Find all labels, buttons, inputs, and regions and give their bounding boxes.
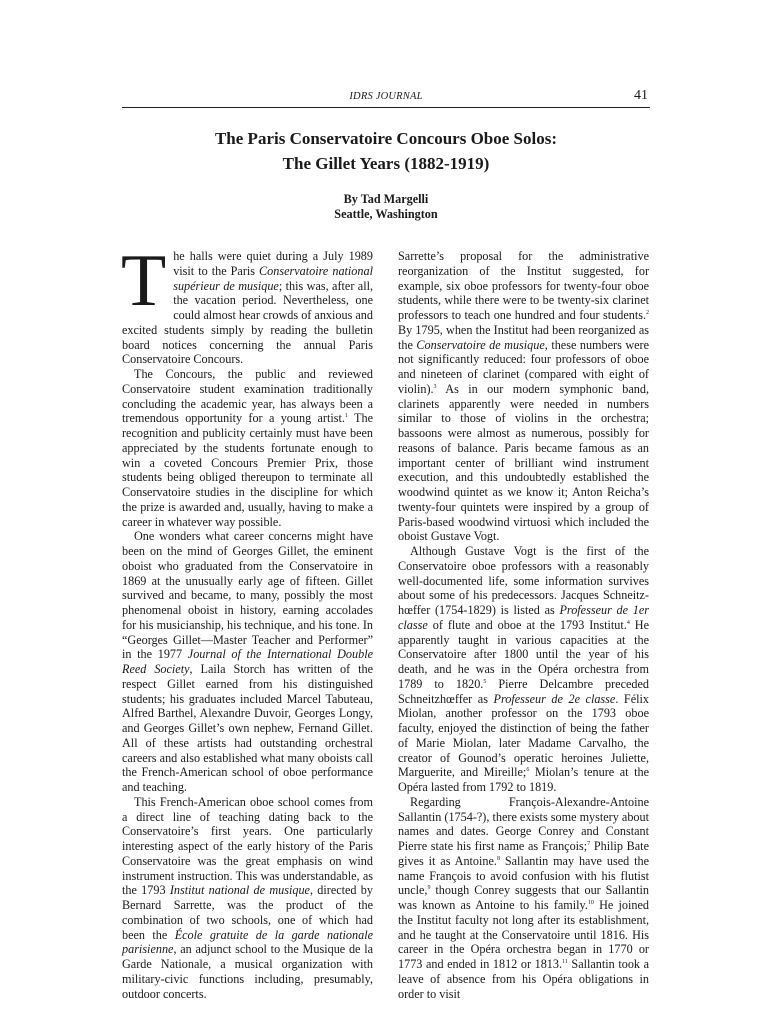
footnote-ref: 6 [526, 767, 530, 774]
footnote-ref: 9 [427, 885, 431, 892]
title-line-1: The Paris Conservatoire Concours Oboe Solos: [214, 129, 558, 148]
right-column [398, 249, 649, 1001]
article-title [122, 126, 650, 176]
running-header [122, 88, 650, 106]
footnote-ref: 1 [344, 413, 348, 420]
paragraph: Although Gustave Vogt is the first of the Conservatoire oboe professors with a reasonably well-documented life, some information survives about some of his predecessors. Jacques Schneitz-hœffer (1754-1829) is listed as Professeur de 1er classe of flute and oboe at the 1793 Institut.$^4$ He apparently taught in various capacities at the Conservatoire after 1800 until the year of his death, and he was in the Opéra orchestra from 1789 to 1820.$^5$ Pierre Delcambre preceded Schneitzhœffer as Professeur de 2e classe. Félix Miolan, another professor on the 1793 oboe faculty, enjoyed the distinction of being the father of Marie Miolan, later Madame Carvalho, the creator of Gounod’s operatic heroines Juliette, Marguerite, and Mireille;$^6$ Miolan’s tenure at the Opéra lasted from 1792 to 1819. [398, 544, 650, 794]
drop-cap: T [121, 240, 167, 322]
footnote-ref: 10 [587, 900, 594, 906]
footnote-ref: 4 [626, 619, 630, 626]
author: By Tad Margelli [343, 192, 429, 206]
header-rule [122, 107, 650, 108]
title-line-2: The Gillet Years (1882-1919) [282, 154, 490, 173]
journal-name: IDRS JOURNAL [349, 91, 423, 102]
left-column [121, 240, 374, 1001]
paragraph: The Concours, the public and reviewed Conservatoire student examination traditionally concluding the academic year, has always been a tremendous opportunity for a young artist.$^1$ The recognition and publicity certainly must have been appreciated by the students fortunate enough to win a coveted Concours Premier Prix, those students being obliged thereupon to terminate all Conservatoire studies in the discipline for which the prize is awarded and, usually, having to make a career in whatever way possible. [122, 367, 373, 529]
page-number: 41 [634, 88, 648, 103]
footnote-ref: 7 [587, 841, 591, 847]
footnote-ref: 5 [483, 678, 487, 685]
footnote-ref: 2 [646, 310, 649, 316]
footnote-ref: 11 [562, 959, 568, 965]
paragraph: The halls were quiet during a July 1989 visit to the Paris Conservatoire national supérieur de musique; this was, after all, the vacation period. Nevertheless, one could almost hear crowds of anxious and excited students simply by reading the bulletin board notices concerning the annual Paris Conservatoire Concours. [121, 240, 374, 367]
paragraph: Sarrette’s proposal for the administrative reorganization of the Institut suggested, for example, six oboe professors for twenty-four oboe students, while there were to be twenty-six clarinet professors to teach one hundred and four students.$^2$ By 1795, when the Institut had been reorganized as the Conservatoire de musique, these numbers were not significantly reduced: four professors of oboe and nineteen of clarinet (compared with eight of violin).$^3$ As in our modern symphonic band, clarinets apparently were needed in numbers similar to those of violins in the orchestra; bassoons were almost as numerous, possibly for reasons of balance. Paris became famous as an important center of brilliant wind instrument execution, and this undoubtedly established the woodwind quintet as we know it; Anton Reicha’s twenty-four quintets were inspired by a group of Paris-based woodwind virtuosi which included the oboist Gustave Vogt. [398, 249, 649, 544]
paragraph: One wonders what career concerns might have been on the mind of Georges Gillet, the eminent oboist who graduated from the Conservatoire in 1869 at the unusually early age of fifteen. Gillet survived and became, to many, possibly the most phenomenal oboist in history, earning accolades for his musicianship, his technique, and his tone. In “Georges Gillet—Master Teacher and Performer” in the 1977 Journal of the International Double Reed Society, Laila Storch has written of the respect Gillet earned from his distinguished students; his graduates included Marcel Tabuteau, Alfred Barthel, Alexandre Duvoir, Georges Longy, and Georges Gillet’s own nephew, Fernand Gillet. All of these artists had outstanding orchestral careers and also established what many oboists call the French-American school of oboe performance and teaching. [122, 529, 373, 794]
author-location: Seattle, Washington [334, 207, 438, 221]
footnote-ref: 3 [433, 383, 437, 390]
byline [122, 192, 650, 222]
paragraph: This French-American oboe school comes from a direct line of teaching dating back to the Conservatoire’s first years. One particularly interesting aspect of the early history of the Paris Conservatoire was the great emphasis on wind instrument instruction. This was understandable, as the 1793 Institut national de musique, directed by Bernard Sarrette, was the product of the combination of two schools, one of which had been the École gratuite de la garde nationale parisienne, an adjunct school to the Musique de la Garde Nationale, a musical organization with military-civic functions including, presumably, outdoor concerts. [122, 794, 373, 1001]
paragraph: Regarding François-Alexandre-Antoine Sallantin (1754-?), there exists some mystery about names and dates. George Conrey and Constant Pierre state his first name as François;$^7$ Philip Bate gives it as Antoine.$^8$ Sallantin may have used the name François to avoid confusion with his flutist uncle,$^9$ though Conrey suggests that our Sallantin was known as Antoine to his family.$^{10}$ He joined the Institut faculty not long after its establishment, and he taught at the Conservatoire until 1816. His career in the Opéra orchestra began in 1770 or 1773 and ended in 1812 or 1813.11 Sallantin took a leave of absence from his Opéra obligations in order to visit [398, 794, 649, 1001]
footnote-ref: 8 [496, 855, 500, 862]
